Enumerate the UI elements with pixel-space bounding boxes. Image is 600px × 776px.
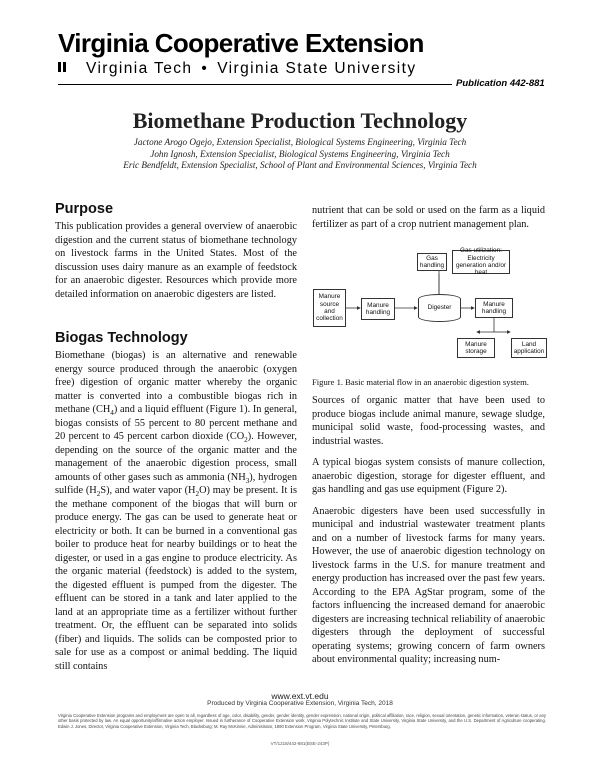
right-column-intro — [312, 204, 545, 231]
continued-paragraph: nutrient that can be sold or used on the farm as a liquid fertilizer as part of a crop nutrient management plan. — [312, 205, 545, 230]
right-column-body — [312, 394, 545, 667]
footer-produced: Produced by Virginia Cooperative Extension, Virginia Tech, 2018 — [207, 700, 393, 707]
footer-code: VT/1218/442-881(BSE-243P) — [270, 741, 330, 746]
purpose-heading: Purpose — [55, 201, 114, 217]
node-land-application: Land application — [511, 338, 547, 358]
biogas-paragraph: Biomethane (biogas) is an alternative and renewable energy source produced through the anaerobic (oxygen free) digestion of organic matter whereby the organic matter is converted into a combustible biogas rich in methane $(CH_4)$ and a liquid effluent (Figure 1). In general, biogas consists of 55 percent to 80 percent methane and 20 percent to 45 percent carbon dioxide $(CO_2)$. However, depending on the source of the organic matter and the management of the anaerobic digestion process, small amounts of other gases such as ammonia $(NH_3)$, hydrogen sulfide $(H_2S)$, and water vapor $(H_2O)$ may be present. It is the methane component of the biogas that will burn or produce energy. The gas can be used to generate heat or electricity or both. It can be burned in a conventional gas boiler to produce heat for nearby buildings or to heat the digester, or used in a gas engine to produce electricity. As the organic material (feedstock) is added to the system, the digested effluent is pumped from the digester. The effluent can be stored in a tank and later applied to the land at an appropriate time as a fertilizer without further treatment. Or, the effluent can be separated into solids (fiber) and liquids. The solids can be composted prior to sale for use as a compost or animal bedding. The liquid still contains — [55, 350, 298, 672]
purpose-paragraph: This publication provides a general overview of anaerobic digestion and the current status of biomethane technology on livestock farms in the United States. Most of the discussion uses dairy manure as an example of feedstock for an anaerobic digester. Resources which provide more detailed information on anaerobic digesters are listed. — [55, 221, 297, 300]
logo-mark-icon — [58, 60, 82, 74]
biogas-body — [55, 349, 297, 673]
brand-sub-vsu: Virginia State University — [217, 60, 417, 77]
node-manure-source: Manure source and collection — [313, 289, 346, 327]
publication-number: Publication 442-881 — [456, 78, 545, 89]
node-digester: Digester — [418, 294, 461, 322]
node-manure-handling-1: Manure handling — [361, 298, 395, 320]
author-line: Jactone Arogo Ogejo, Extension Specialist, Biological Systems Engineering, Virginia Tech — [133, 137, 467, 147]
system-paragraph: A typical biogas system consists of manure collection, anaerobic digestion, storage for digester effluent, and gas handling and gas use equipment (Figure 2). — [312, 457, 545, 495]
figure-caption: Figure 1. Basic material flow in an anaerobic digestion system. — [312, 377, 529, 387]
author-list — [0, 137, 600, 172]
brand-subtitle — [86, 60, 416, 78]
brand-sub-vt: Virginia Tech — [86, 60, 193, 77]
header-rule — [58, 84, 452, 85]
node-manure-handling-2: Manure handling — [475, 298, 513, 318]
footer-url[interactable]: www.ext.vt.edu — [271, 691, 329, 701]
author-line: John Ignosh, Extension Specialist, Biological Systems Engineering, Virginia Tech — [150, 148, 450, 159]
footer-legal: Virginia Cooperative Extension programs and employment are open to all, regardless of age, color, disability, gender, gender identity, gender expression, national origin, political affiliation, race, religion, sexual orientation, genetic information, veteran status, or any other basis protected by law. An equal opportunity/affirmative action employer. Issued in furtherance of Cooperative Extension work, Virginia Polytechnic Institute and State University, Virginia State University, and the U.S. Department of Agriculture cooperating. Edwin J. Jones, Director, Virginia Cooperative Extension, Virginia Tech, Blacksburg; M. Ray McKinnie, Administrator, 1890 Extension Program, Virginia State University, Petersburg. — [58, 713, 546, 729]
purpose-body — [55, 220, 297, 301]
figure-flow-diagram — [312, 240, 545, 370]
brand-sub-dot: • — [201, 60, 209, 77]
digesters-paragraph: Anaerobic digesters have been used successfully in municipal and industrial wastewater treatment plants and on a number of livestock farms for many years. However, the use of anaerobic digestion technology on livestock farms in the U.S. for manure treatment and energy production has increased over the past few years. According to the EPA AgStar program, some of the factors influencing the increased demand for anaerobic digesters are increasing technical reliability of anaerobic digesters through the deployment of successful operating systems; growing concern of farm owners about environmental quality; increasing num- — [312, 505, 545, 665]
node-gas-utilization: Gas utilization: Electricity generation and/or heat — [452, 250, 510, 274]
author-line: Eric Bendfeldt, Extension Specialist, School of Plant and Environmental Sciences, Virginia Tech — [123, 160, 477, 170]
node-manure-storage: Manure storage — [457, 338, 495, 358]
sources-paragraph: Sources of organic matter that have been used to produce biogas include animal manure, sewage sludge, municipal solid waste, food-processing wastes, and industrial wastes. — [312, 395, 545, 447]
node-gas-handling: Gas handling — [417, 253, 447, 271]
biogas-heading: Biogas Technology — [55, 330, 188, 346]
brand-title: Virginia Cooperative Extension — [58, 28, 424, 58]
page-title: Biomethane Production Technology — [132, 108, 468, 133]
